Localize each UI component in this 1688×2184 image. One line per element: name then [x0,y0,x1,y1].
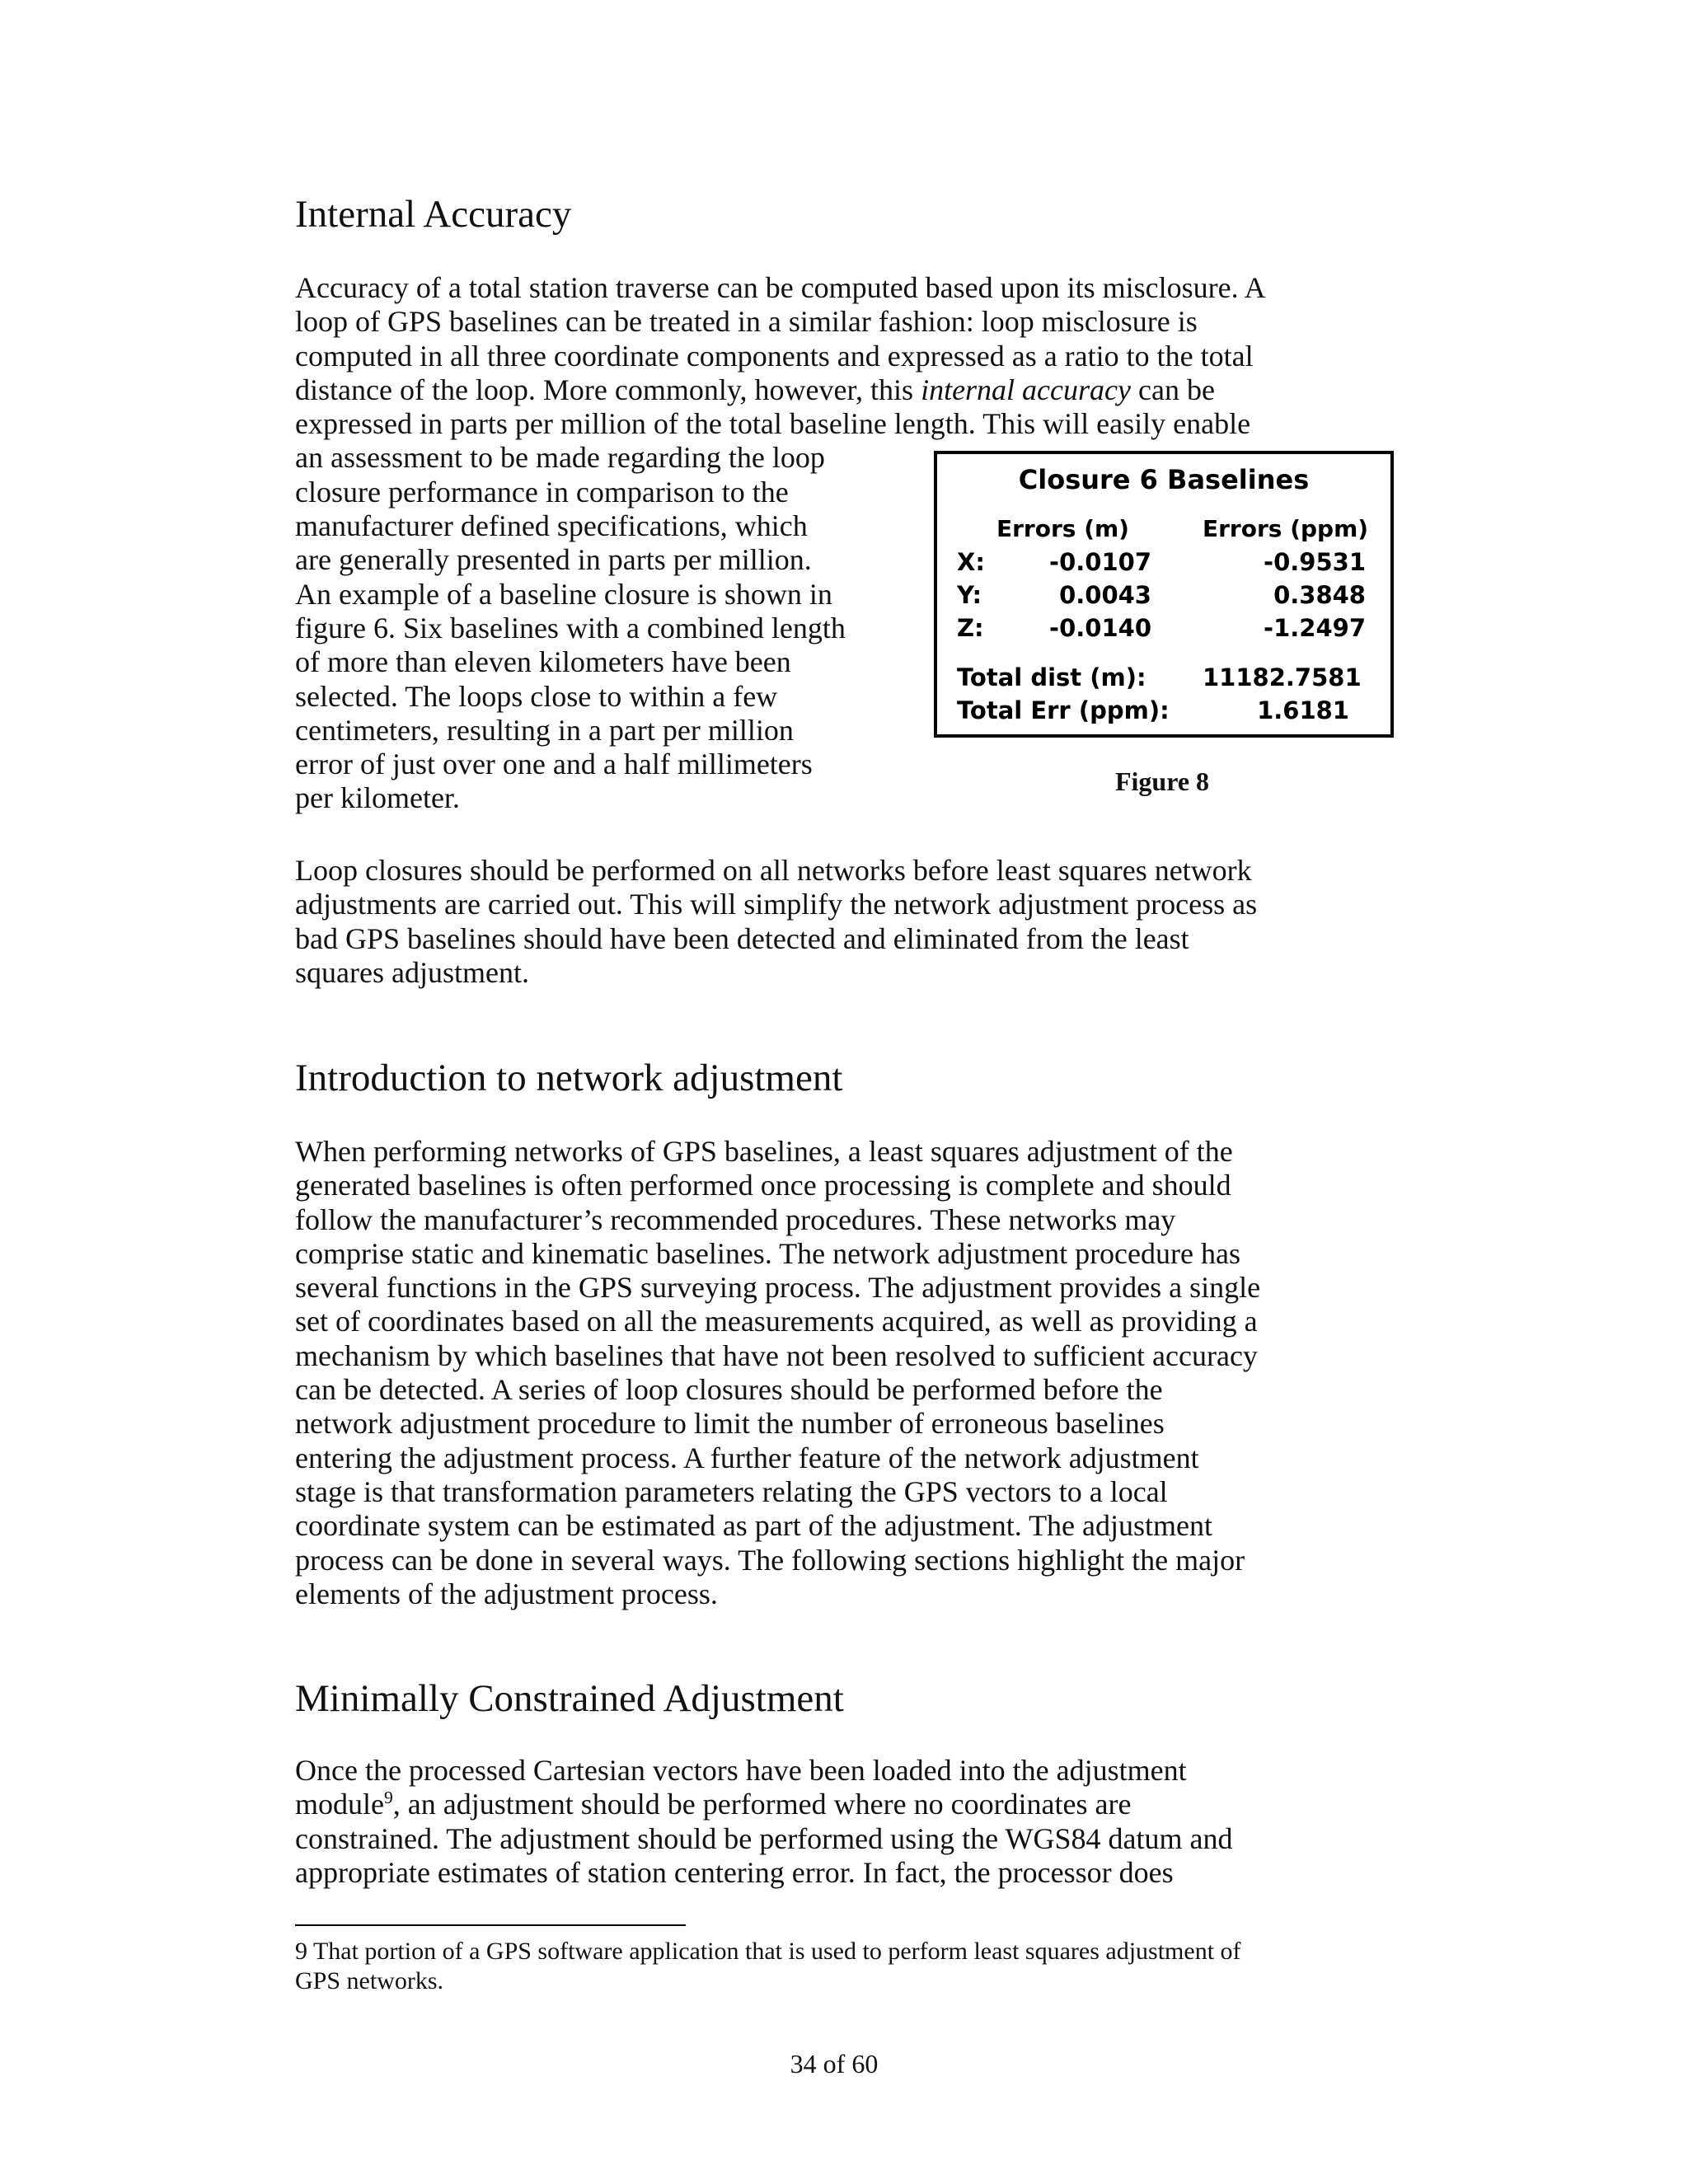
text-run: module [295,1788,384,1821]
text-line: Once the processed Cartesian vectors have been loaded into the adjustment [295,1754,1187,1787]
text-line: follow the manufacturer’s recommended procedures. These networks may [295,1202,1176,1236]
heading-introduction-network-adjustment: Introduction to network adjustment [295,1057,843,1099]
paragraph-network-adjustment [295,1135,1260,1611]
text-line: elements of the adjustment process. [295,1577,718,1610]
row-label-z: Z: [957,614,984,642]
text-line: figure 6. Six baselines with a combined length [295,611,846,644]
text-line: generated baselines is often performed once processing is complete and should [295,1169,1231,1202]
text-line: loop of GPS baselines can be treated in a similar fashion: loop misclosure is [295,305,1198,339]
text-line: An example of a baseline closure is shown in [295,577,832,611]
row-label-y: Y: [957,581,982,609]
row-label-x: X: [957,548,985,576]
footnote-line: GPS networks. [295,1967,444,1994]
text-line: manufacturer defined specifications, which [295,509,808,543]
total-dist-value: 11182.7581 [1203,663,1362,691]
text-line: are generally presented in parts per million. [295,543,812,577]
column-header-errors-ppm: Errors (ppm) [1203,515,1369,542]
text-line: an assessment to be made regarding the loop [295,441,825,475]
text-run: can be [1130,373,1215,406]
closure-title: Closure 6 Baselines [1018,464,1310,495]
text-line: several functions in the GPS surveying process. The adjustment provides a single [295,1271,1261,1305]
text-line: mechanism by which baselines that have not been resolved to sufficient accuracy [295,1338,1258,1372]
text-line: coordinate system can be estimated as part of the adjustment. The adjustment [295,1509,1213,1543]
text-line: Accuracy of a total station traverse can be computed based upon its misclosure. A [295,271,1266,304]
text-line: When performing networks of GPS baselines, a least squares adjustment of the [295,1135,1233,1168]
footnote-reference[interactable]: 9 [383,1788,393,1808]
z-error-ppm: -1.2497 [1264,614,1366,642]
text-line: constrained. The adjustment should be performed using the WGS84 datum and [295,1821,1233,1855]
z-error-m: -0.0140 [1049,614,1151,642]
text-line: error of just over one and a half millimeters [295,748,813,781]
total-dist-label: Total dist (m): [957,663,1146,691]
text-line: can be detected. A series of loop closures should be performed before the [295,1373,1163,1407]
y-error-m: 0.0043 [1059,581,1151,609]
text-run: distance of the loop. More commonly, however, this [295,373,921,406]
text-line: expressed in parts per million of the total baseline length. This will easily enable [295,407,1251,441]
x-error-m: -0.0107 [1049,548,1151,576]
footnote-line: 9 That portion of a GPS software application that is used to perform least squares adjustment of [295,1938,1241,1965]
text-line: adjustments are carried out. This will simplify the network adjustment process as [295,888,1258,921]
text-line: set of coordinates based on all the measurements acquired, as well as providing a [295,1305,1258,1338]
column-header-errors-m: Errors (m) [996,515,1129,542]
figure-caption: Figure 8 [1114,766,1210,796]
paragraph-minimally-constrained [295,1754,1232,1890]
text-line: selected. The loops close to within a few [295,679,778,713]
italic-term: internal accuracy [921,373,1131,406]
total-err-value: 1.6181 [1257,696,1349,724]
text-line: computed in all three coordinate components and expressed as a ratio to the total [295,339,1254,373]
footnote [295,1937,1241,1996]
text-line: squares adjustment. [295,955,529,989]
text-run: , an adjustment should be performed where no coordinates are [392,1788,1132,1821]
text-line: process can be done in several ways. The following sections highlight the major [295,1543,1245,1577]
text-line: bad GPS baselines should have been detected and eliminated from the least [295,921,1189,955]
page-number: 34 of 60 [790,2049,879,2079]
text-line: stage is that transformation parameters relating the GPS vectors to a local [295,1474,1168,1508]
text-line: Loop closures should be performed on all networks before least squares network [295,854,1252,887]
text-line: comprise static and kinematic baselines. The network adjustment procedure has [295,1236,1240,1270]
heading-minimally-constrained-adjustment: Minimally Constrained Adjustment [295,1677,844,1720]
x-error-ppm: -0.9531 [1264,548,1366,576]
text-line: per kilometer. [295,781,460,815]
heading-internal-accuracy: Internal Accuracy [295,193,572,236]
footnote-separator [295,1924,686,1926]
text-line [295,1788,1232,1821]
paragraph-loop-closures [295,854,1257,990]
text-line: centimeters, resulting in a part per million [295,713,794,747]
y-error-ppm: 0.3848 [1273,581,1366,609]
total-err-label: Total Err (ppm): [957,696,1170,724]
text-line: of more than eleven kilometers have been [295,645,791,679]
text-line: entering the adjustment process. A further feature of the network adjustment [295,1441,1199,1474]
closure-figure-panel [934,451,1394,738]
text-line [295,373,1266,407]
text-line: network adjustment procedure to limit the number of erroneous baselines [295,1407,1165,1441]
text-line: closure performance in comparison to the [295,475,789,509]
text-line: appropriate estimates of station centering error. In fact, the processor does [295,1855,1174,1889]
